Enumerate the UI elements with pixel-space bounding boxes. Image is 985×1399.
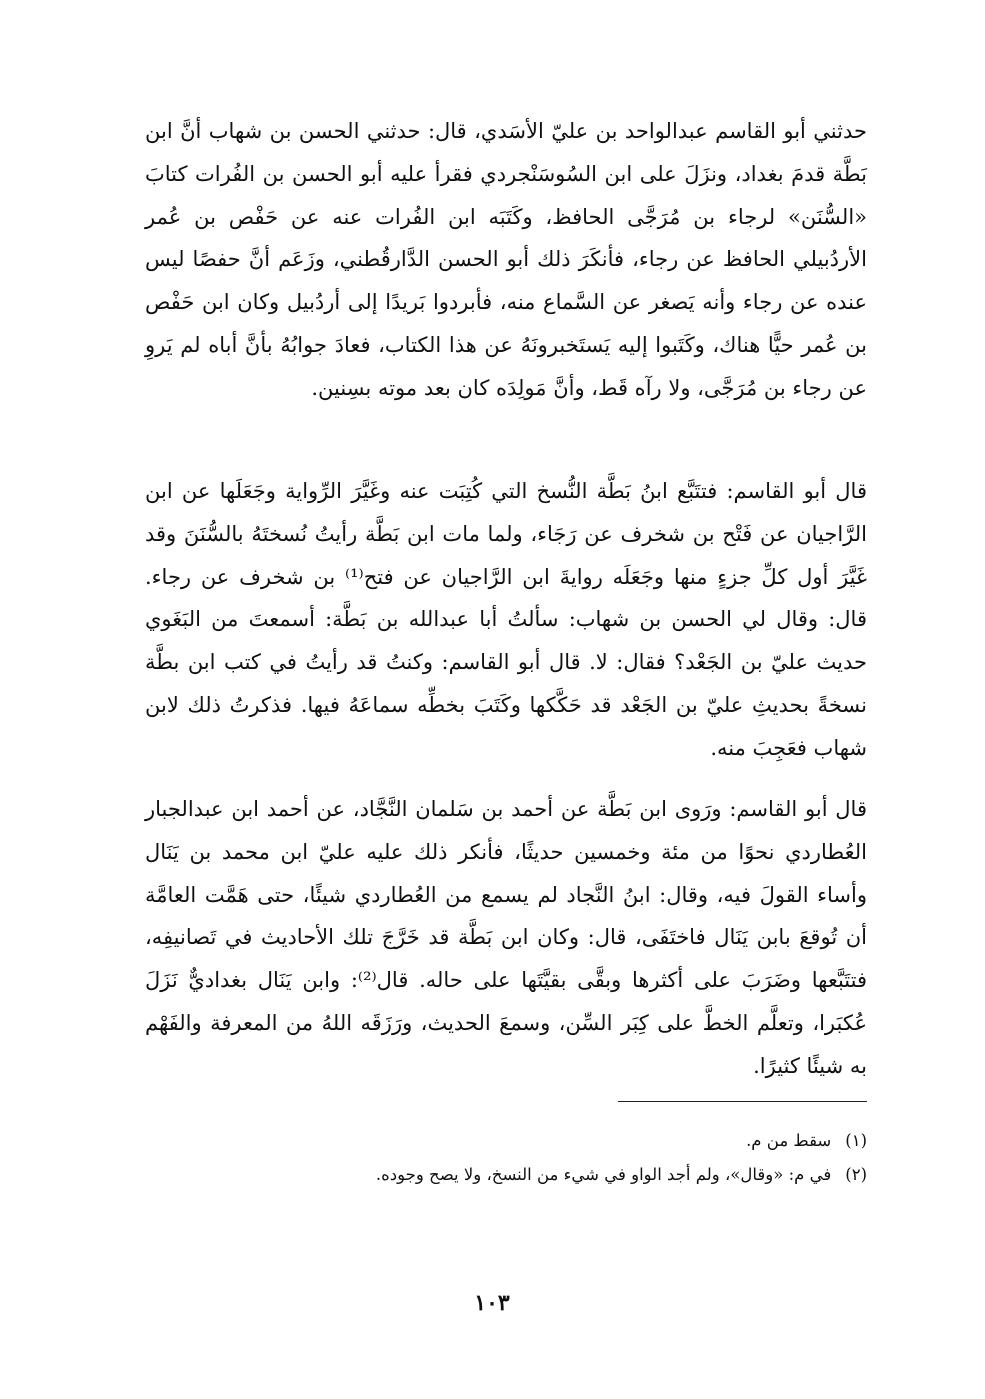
paragraph-text: قال أبو القاسم: فتتَبَّع ابنُ بَطَّة النُّسخ التي كُتِبَت عنه وغَيَّرَ الرِّواية وجَعَلَها عن ابن الرَّاجيان عن فَتْح بن شخرف عن رَجَاء، ولما مات ابن بَطَّة رأيتُ نُسختَهُ بالسُّنَنَ وقد غَيَّرَ أول كلِّ جزءٍ منها وجَعَلَه روايةَ ابن الرَّاجيان عن فتح⁽¹⁾ بن شخرف عن رجاء. قال: وقال لي الحسن بن شهاب: سألتُ أبا عبدالله بن بَطَّة: أسمعتَ من البَغَوي حديث عليّ بن الجَعْد؟ فقال: لا. قال أبو القاسم: وكنتُ قد رأيتُ في كتب ابن بطَّة نسخةً بحديثِ عليّ بن الجَعْد قد حَكَّكها وكَتَبَ بخطِّه سماعَهُ فيها. فذكرتُ ذلك لابن شهاب فعَجِبَ منه.	[145, 479, 867, 760]
body-paragraph-2	[145, 470, 867, 770]
footnote-number: (٢)	[845, 1165, 867, 1184]
footnote-1	[145, 1124, 867, 1158]
body-paragraph-3	[145, 788, 867, 1088]
paragraph-text: حدثني أبو القاسم عبدالواحد بن عليّ الأسَدي، قال: حدثني الحسن بن شهاب أنَّ ابن بَطَّة قدمَ بغداد، ونزَلَ على ابن السُوسَنْجردي فقرأ عليه أبو الحسن بن الفُرات كتابَ «السُّنَن» لرجاء بن مُرَجَّى الحافظ، وكَتَبَه ابن الفُرات عنه عن حَفْص بن عُمر الأردُبيلي الحافظ عن رجاء، فأنكَرَ ذلك أبو الحسن الدَّارقُطني، وزَعَم أنَّ حفصًا ليس عنده عن رجاء وأنه يَصغر عن السَّماع منه، فأبردوا بَريدًا إلى أردُبيل وكان ابن حَفْص بن عُمر حيًّا هناك، وكَتَبوا إليه يَستَخبرونَهُ عن هذا الكتاب، فعادَ جوابُهُ بأنَّ أباه لم يَروِ عن رجاء بن مُرَجَّى، ولا رآه قَط، وأنَّ مَولِدَه كان بعد موته بسِنين.	[145, 119, 867, 400]
paragraph-text: قال أبو القاسم: ورَوى ابن بَطَّة عن أحمد بن سَلمان النَّجَّاد، عن أحمد ابن عبدالجبار العُطاردي نحوًا من مئة وخمسين حديثًا، فأنكر ذلك عليه عليّ ابن محمد بن يَنَال وأساء القولَ فيه، وقال: ابنُ النَّجاد لم يسمع من العُطاردي شيئًا، حتى هَمَّت العامَّة أن تُوقعَ بابن يَنَال فاختَفَى، قال: وكان ابن بَطَّة قد خَرَّجَ تلك الأحاديث في تَصانيفِه، فتتَبَّعها وضَرَبَ على أكثرها وبقَّى بقيَّتَها على حاله. قال⁽²⁾: وابن يَنَال بغداديٌّ نَزَلَ عُكبَرا، وتعلَّم الخطَّ على كِبَر السِّن، وسمعَ الحديث، ورَزَقَه اللهُ من المعرفة والفَهْم به شيئًا كثيرًا.	[145, 797, 867, 1078]
footnote-text: سقط من م.	[746, 1131, 832, 1150]
footnotes	[145, 1124, 867, 1192]
body-paragraph-1	[145, 110, 867, 410]
footnote-separator	[618, 1101, 867, 1102]
footnote-2	[145, 1158, 867, 1192]
page-number: ١٠٣	[474, 1290, 510, 1316]
footnote-number: (١)	[845, 1131, 867, 1150]
footnote-text: في م: «وقال»، ولم أجد الواو في شيء من النسخ، ولا يصح وجوده.	[375, 1165, 832, 1184]
